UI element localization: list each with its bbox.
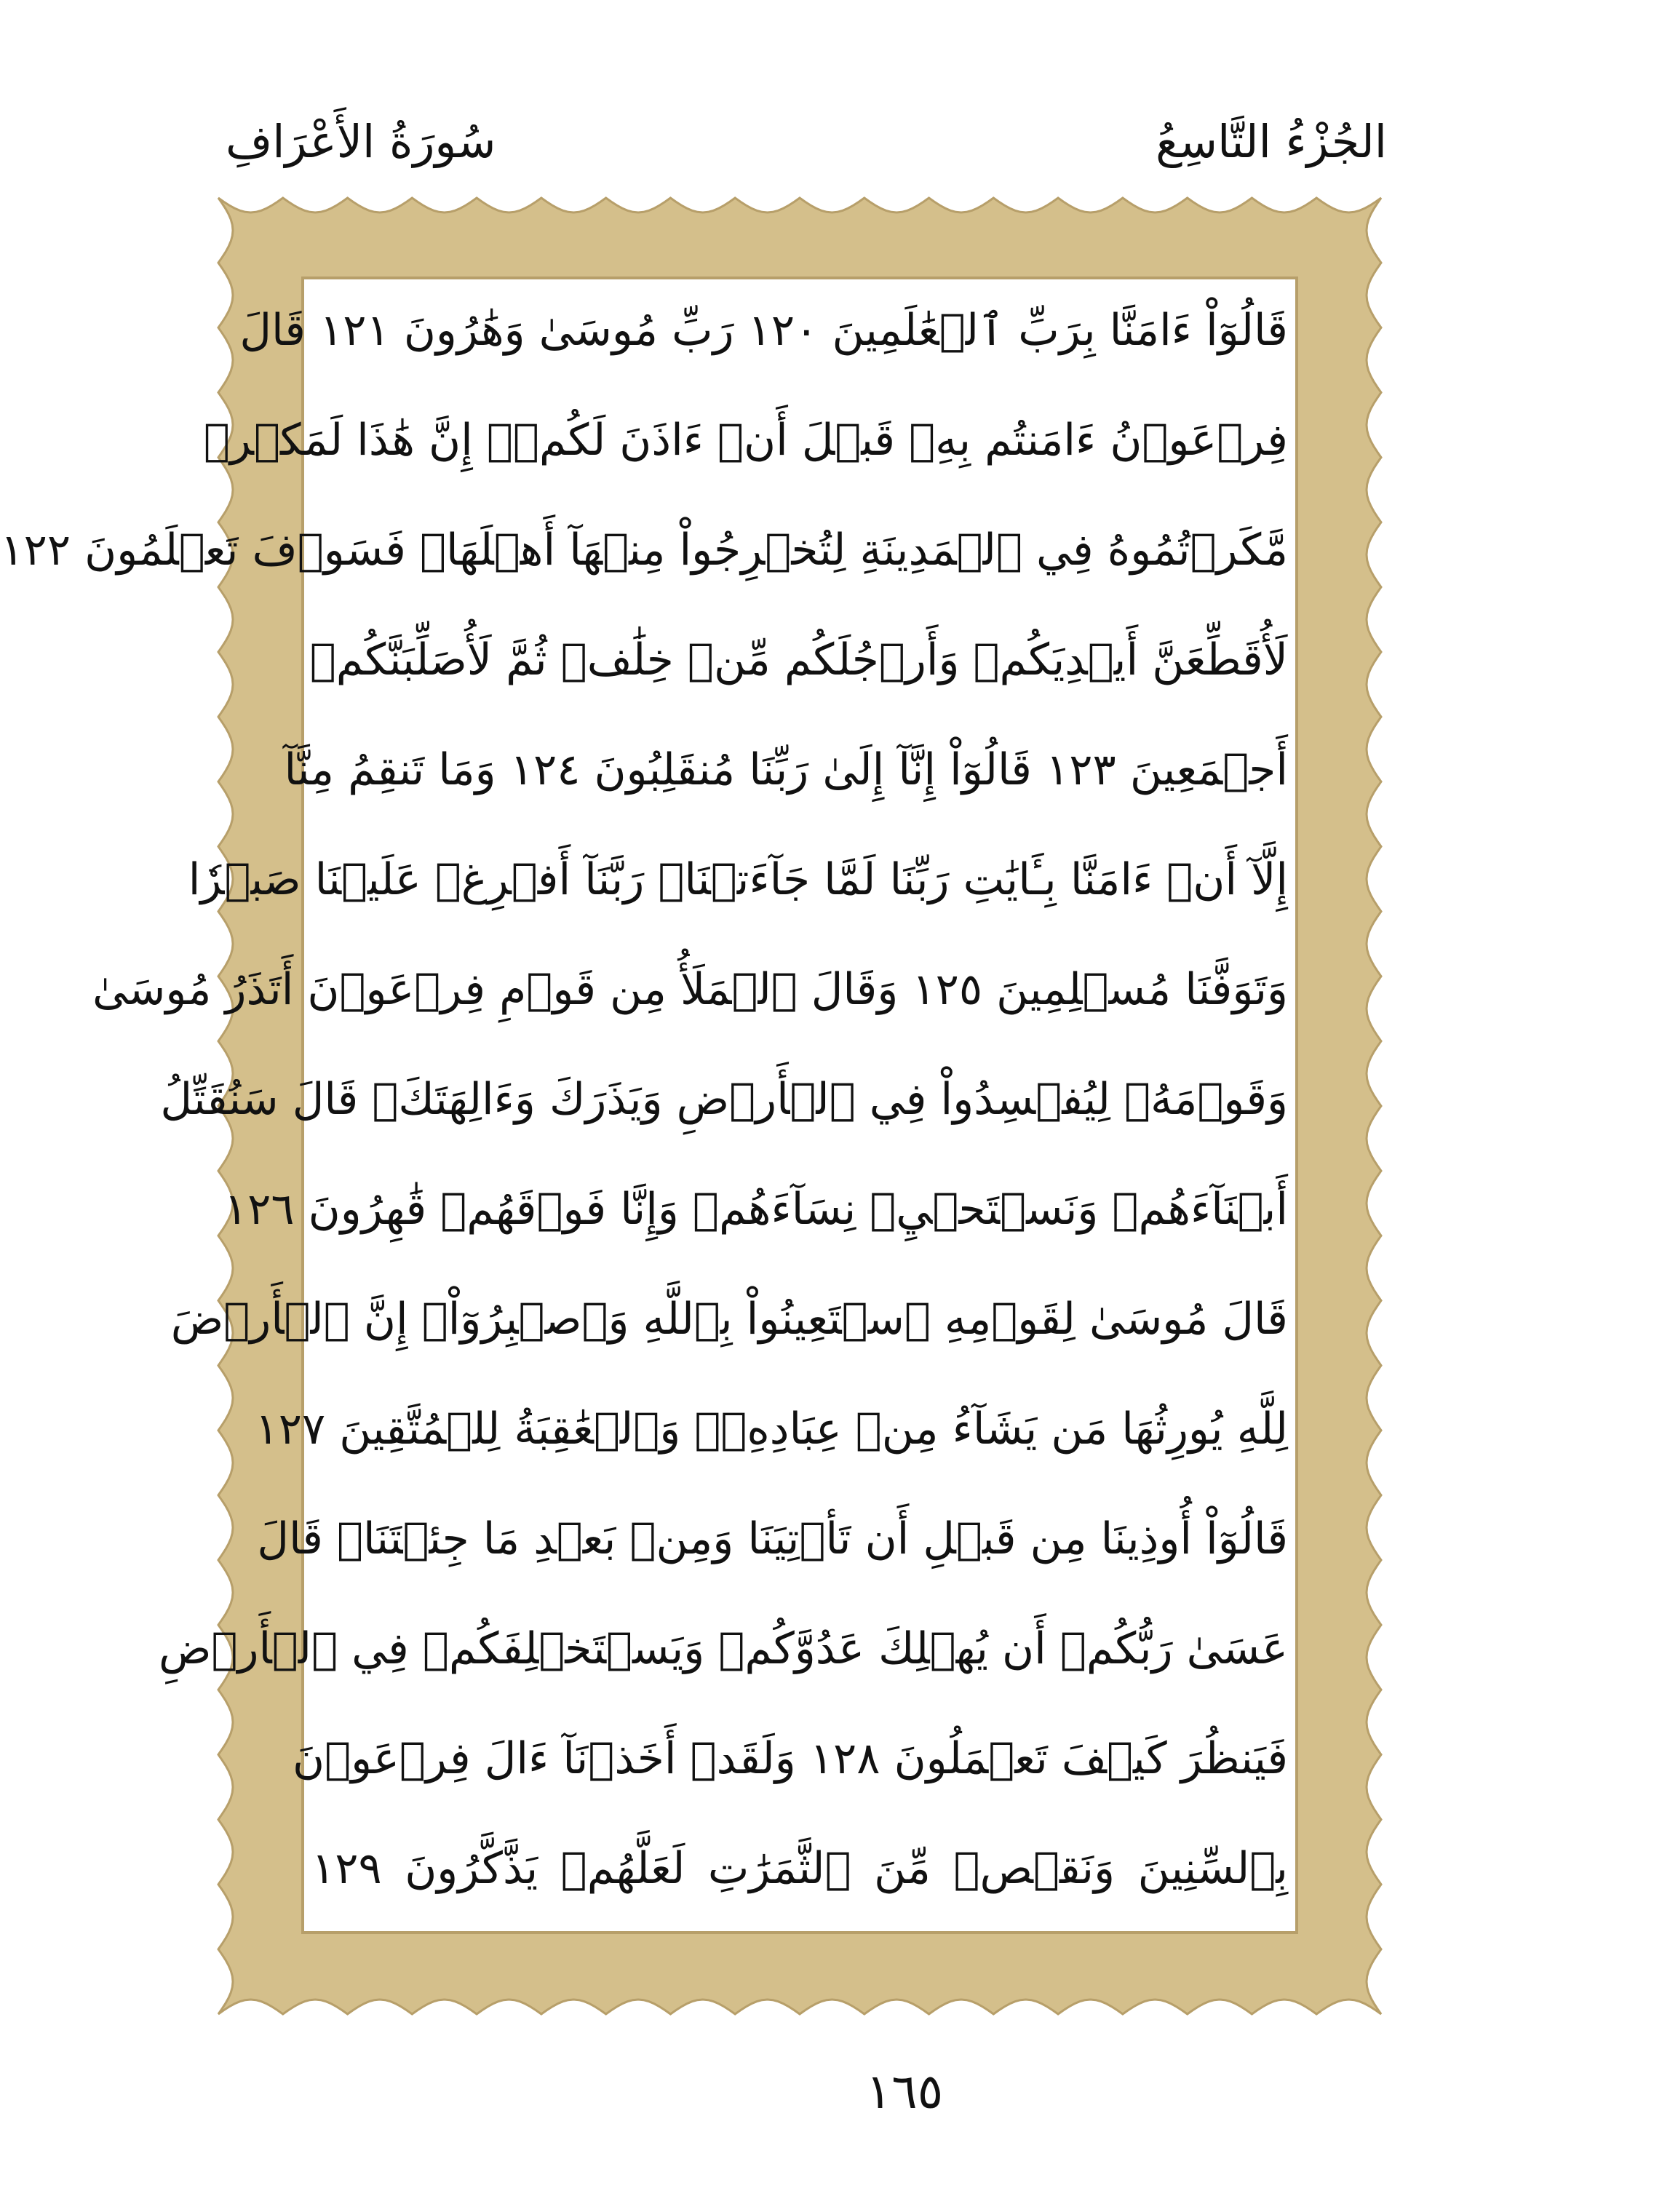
- verse-line: فَيَنظُرَ كَيۡفَ تَعۡمَلُونَ ١٢٨ وَلَقَدۡ أَخَذۡنَآ ءَالَ فِرۡعَوۡنَ: [293, 1733, 1288, 1784]
- verse-line: وَقَوۡمَهُۥ لِيُفۡسِدُواْ فِي ٱلۡأَرۡضِ وَيَذَرَكَ وَءَالِهَتَكَۚ قَالَ سَنُقَتِّلُ: [160, 1074, 1288, 1125]
- verse-line: لِلَّهِ يُورِثُهَا مَن يَشَآءُ مِنۡ عِبَادِهِۦۖ وَٱلۡعَٰقِبَةُ لِلۡمُتَّقِينَ ١٢٧: [255, 1404, 1288, 1455]
- header-juz: الجُزْءُ التَّاسِعُ: [1156, 115, 1387, 168]
- verse-line: أَبۡنَآءَهُمۡ وَنَسۡتَحۡيِۦ نِسَآءَهُمۡ وَإِنَّا فَوۡقَهُمۡ قَٰهِرُونَ ١٢٦: [223, 1184, 1288, 1235]
- quran-text-area: [0, 279, 1295, 1931]
- verse-line: وَتَوَفَّنَا مُسۡلِمِينَ ١٢٥ وَقَالَ ٱلۡمَلَأُ مِن قَوۡمِ فِرۡعَوۡنَ أَتَذَرُ مُوسَىٰ: [92, 964, 1288, 1015]
- verse-line: مَّكَرۡتُمُوهُ فِي ٱلۡمَدِينَةِ لِتُخۡرِجُواْ مِنۡهَآ أَهۡلَهَاۖ فَسَوۡفَ تَعۡلَمُونَ ١٢٢: [0, 525, 1288, 576]
- verse-line: عَسَىٰ رَبُّكُمۡ أَن يُهۡلِكَ عَدُوَّكُمۡ وَيَسۡتَخۡلِفَكُمۡ فِي ٱلۡأَرۡضِ: [158, 1623, 1288, 1674]
- verse-line: فِرۡعَوۡنُ ءَامَنتُم بِهِۦ قَبۡلَ أَنۡ ءَاذَنَ لَكُمۡۖ إِنَّ هَٰذَا لَمَكۡرٞ: [203, 415, 1288, 466]
- page-number: ١٦٥: [865, 2064, 944, 2120]
- header-surah: سُورَةُ الأَعْرَافِ: [226, 115, 496, 168]
- verse-line: قَالُوٓاْ أُوذِينَا مِن قَبۡلِ أَن تَأۡتِيَنَا وَمِنۢ بَعۡدِ مَا جِئۡتَنَاۚ قَالَ: [257, 1513, 1288, 1564]
- verse-line: قَالَ مُوسَىٰ لِقَوۡمِهِ ٱسۡتَعِينُواْ بِٱللَّهِ وَٱصۡبِرُوٓاْۖ إِنَّ ٱلۡأَرۡضَ: [170, 1294, 1288, 1345]
- verse-line: أَجۡمَعِينَ ١٢٣ قَالُوٓاْ إِنَّآ إِلَىٰ رَبِّنَا مُنقَلِبُونَ ١٢٤ وَمَا تَنقِمُ مِنَّآ: [284, 744, 1288, 795]
- verse-line: إِلَّآ أَنۡ ءَامَنَّا بِـَٔايَٰتِ رَبِّنَا لَمَّا جَآءَتۡنَاۚ رَبَّنَآ أَفۡرِغۡ عَلَيۡنَا صَبۡرٗا: [188, 854, 1288, 905]
- verse-line: قَالُوٓاْ ءَامَنَّا بِرَبِّ ٱلۡعَٰلَمِينَ ١٢٠ رَبِّ مُوسَىٰ وَهَٰرُونَ ١٢١ قَالَ: [239, 305, 1288, 356]
- verse-line: لَأُقَطِّعَنَّ أَيۡدِيَكُمۡ وَأَرۡجُلَكُم مِّنۡ خِلَٰفٖ ثُمَّ لَأُصَلِّبَنَّكُمۡ: [309, 634, 1288, 685]
- verse-line: بِٱلسِّنِينَ وَنَقۡصٖ مِّنَ ٱلثَّمَرَٰتِ لَعَلَّهُمۡ يَذَّكَّرُونَ ١٢٩: [311, 1843, 1288, 1894]
